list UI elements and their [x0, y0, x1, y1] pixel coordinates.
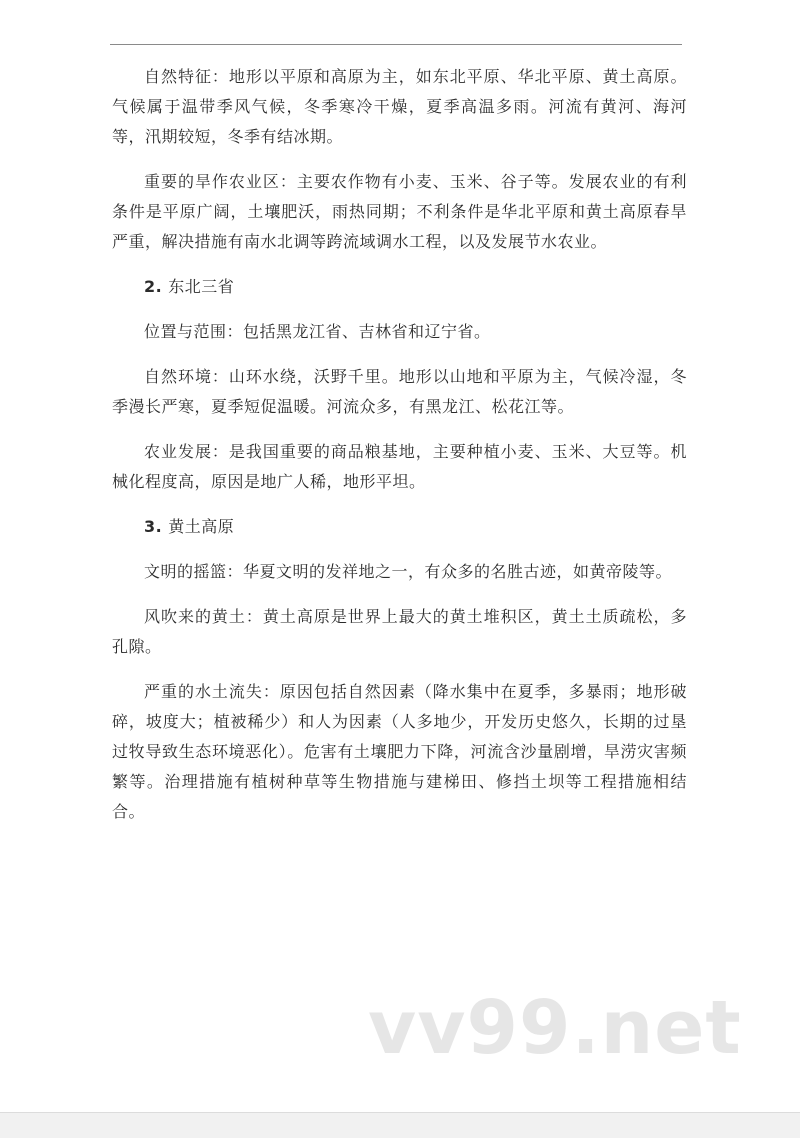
section-title: 黄土高原: [168, 517, 235, 536]
header-rule: [110, 44, 682, 45]
section-title: 东北三省: [168, 277, 235, 296]
paragraph-agriculture: 农业发展：是我国重要的商品粮基地，主要种植小麦、玉米、大豆等。机械化程度高，原因是地广人稀，地形平坦。: [112, 442, 687, 491]
paragraph-natural-environment: 自然环境：山环水绕，沃野千里。地形以山地和平原为主，气候冷湿，冬季漫长严寒，夏季短促温暖。河流众多，有黑龙江、松花江等。: [112, 367, 687, 416]
paragraph-location: 位置与范围：包括黑龙江省、吉林省和辽宁省。: [144, 322, 491, 341]
section-number: 2.: [144, 277, 163, 296]
paragraph-soil-erosion: 严重的水土流失：原因包括自然因素（降水集中在夏季，多暴雨；地形破碎，坡度大；植被稀少）和人为因素（人多地少，开发历史悠久，长期的过垦过牧导致生态环境恶化）。危害有土壤肥力下降，河流含沙量剧增，旱涝灾害频繁等。治理措施有植树种草等生物措施与建梯田、修挡土坝等工程措施相结合。: [112, 682, 687, 821]
section-heading-loess-plateau: [112, 512, 687, 542]
paragraph-dry-farming: 重要的旱作农业区：主要农作物有小麦、玉米、谷子等。发展农业的有利条件是平原广阔，土壤肥沃，雨热同期；不利条件是华北平原和黄土高原春旱严重，解决措施有南水北调等跨流域调水工程，以及发展节水农业。: [112, 172, 687, 251]
section-number: 3.: [144, 517, 163, 536]
paragraph-natural-features: 自然特征：地形以平原和高原为主，如东北平原、华北平原、黄土高原。气候属于温带季风气候，冬季寒冷干燥，夏季高温多雨。河流有黄河、海河等，汛期较短，冬季有结冰期。: [112, 67, 687, 146]
watermark-text: vv99.net: [368, 985, 742, 1071]
paragraph-civilization: 文明的摇篮：华夏文明的发祥地之一，有众多的名胜古迹，如黄帝陵等。: [144, 562, 673, 581]
section-heading-northeast: [112, 272, 687, 302]
paragraph-loess: 风吹来的黄土：黄土高原是世界上最大的黄土堆积区，黄土土质疏松，多孔隙。: [112, 607, 687, 656]
document-body: [112, 62, 687, 842]
page-bottom-edge: [0, 1112, 800, 1138]
